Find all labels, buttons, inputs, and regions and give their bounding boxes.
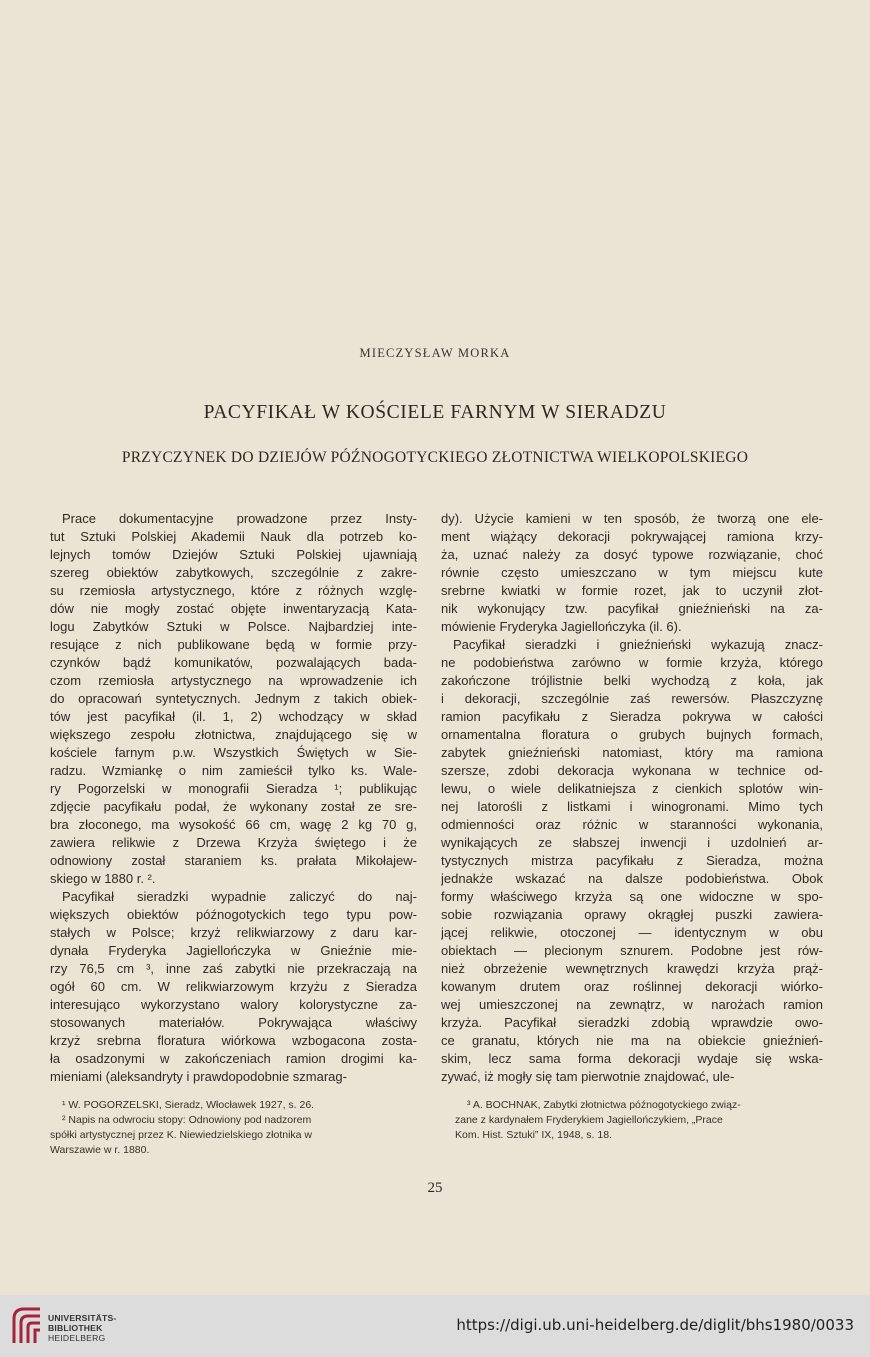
text-line: Pacyfikał sieradzki i gnieźnieński wykazują znacz-: [453, 637, 823, 652]
text-line: formy właściwego krzyża są one widoczne w spo-: [441, 889, 823, 904]
text-line: ogół 60 cm. W relikwiarzowym krzyżu z Sieradza: [50, 979, 417, 994]
text-line: krzyż srebrna floratura wiórkowa wzbogacona zosta-: [50, 1033, 417, 1048]
text-line: lejnych tomów Dziejów Sztuki Polskiej ujawniają: [50, 547, 417, 562]
text-line: ła osadzonymi w zakończeniach ramion drogimi ka-: [50, 1051, 417, 1066]
text-line: jednakże wskazać na dalsze podobieństwa. Obok: [441, 871, 823, 886]
text-line: dynała Fryderyka Jagiellończyka w Gnieźnie mie-: [50, 943, 417, 958]
text-line: większego zespołu złotnictwa, znajdującego się w: [50, 727, 417, 742]
text-line: lewu, o wiele delikatniejsza z cienkich splotów win-: [441, 781, 823, 796]
text-line: krzyża. Pacyfikał sieradzki zdobią wprawdzie owo-: [441, 1015, 823, 1030]
text-line: większych obiektów późnogotyckich tego typu pow-: [50, 907, 417, 922]
text-line: mówienie Fryderyka Jagiellończyka (il. 6).: [441, 619, 682, 634]
text-line: i dekoracji, szczególnie zaś rewersów. Płaszczyznę: [441, 691, 823, 706]
footnote-line: ² Napis na odwrociu stopy: Odnowiony pod nadzorem: [62, 1114, 312, 1126]
text-line: równie często umieszczano w tym miejscu kute: [441, 565, 823, 580]
permalink-url[interactable]: https://digi.ub.uni-heidelberg.de/diglit/bhs1980/0033: [456, 1316, 854, 1334]
article-subtitle: PRZYCZYNEK DO DZIEJÓW PÓŹNOGOTYCKIEGO ZŁOTNICTWA WIELKOPOLSKIEGO: [121, 449, 749, 466]
logo-line-2: BIBLIOTHEK: [48, 1323, 103, 1333]
footnote-line: zane z kardynałem Fryderykiem Jagiellończykiem, „Prace: [455, 1114, 723, 1126]
text-line: zabytek gnieźnieński natomiast, który ma ramiona: [441, 745, 823, 760]
text-line: czynków bądź komunikatów, pozwalających bada-: [50, 655, 417, 670]
text-line: stosowanych materiałów. Pokrywająca właściwy: [50, 1015, 417, 1030]
text-line: zawiera relikwie z Drzewa Krzyża świętego i że: [50, 835, 417, 850]
footnote-line: spółki artystycznej przez K. Niewiedzielskiego złotnika w: [50, 1129, 313, 1141]
text-line: do opracowań syntetycznych. Jednym z takich obiek-: [50, 691, 417, 706]
text-line: su rzemiosła artystycznego, które z różnych wzglę-: [50, 583, 417, 598]
text-line: zakończone trójlistnie belki wychodzą z koła, jak: [441, 673, 823, 688]
footnote-line: Kom. Hist. Sztuki” IX, 1948, s. 18.: [455, 1129, 612, 1141]
text-line: ry Pogorzelski w monografii Sieradza ¹; publikując: [50, 781, 417, 796]
text-line: zdjęcie pacyfikału podał, że wykonany został ze sre-: [50, 799, 417, 814]
left-column: [50, 510, 417, 1086]
text-line: nik wykonujący tzw. pacyfikał gnieźnieński na za-: [441, 601, 823, 616]
text-line: wynikających ze słabszej inwencji i uzdolnień ar-: [441, 835, 823, 850]
library-logo-text: [48, 1313, 117, 1343]
footnote-line: ³ A. BOCHNAK, Zabytki złotnictwa późnogotyckiego związ-: [467, 1099, 741, 1111]
logo-line-1: UNIVERSITÄTS-: [48, 1313, 117, 1323]
page-number: 25: [427, 1180, 443, 1196]
text-line: obiektach — plecionym sznurem. Podobne jest rów-: [441, 943, 823, 958]
text-line: resujące z nich publikowane będą w formie przy-: [50, 637, 417, 652]
text-line: nież obrzeżenie wewnętrznych krawędzi krzyża prąż-: [441, 961, 823, 976]
text-line: Pacyfikał sieradzki wypadnie zaliczyć do naj-: [62, 889, 417, 904]
text-line: dów nie mogły zostać objęte inwentaryzacją Kata-: [50, 601, 417, 616]
text-line: Prace dokumentacyjne prowadzone przez Insty-: [62, 511, 417, 526]
article-title: PACYFIKAŁ W KOŚCIELE FARNYM W SIERADZU: [203, 402, 667, 423]
text-line: dy). Użycie kamieni w ten sposób, że tworzą one ele-: [441, 511, 823, 526]
text-line: wej umieszczonej na zewnątrz, w narożach ramion: [441, 997, 823, 1012]
text-line: czom rzemiosła artystycznego na wprowadzenie ich: [50, 673, 417, 688]
text-line: ramion pacyfikału z Sieradza pokrywa w całości: [441, 709, 823, 724]
text-line: stałych w Polsce; krzyż relikwiarzowy z daru kar-: [50, 925, 417, 940]
text-line: kowanym drutem oraz roślinnej dekoracji wiórko-: [441, 979, 823, 994]
text-line: kościele farnym p.w. Wszystkich Świętych w Sie-: [50, 745, 417, 760]
text-line: ne podobieństwa zarówno w formie krzyża, którego: [441, 655, 823, 670]
footnotes-left: [50, 1098, 420, 1158]
text-line: mieniami (aleksandryty i prawdopodobnie szmarag-: [50, 1069, 347, 1084]
text-line: tut Sztuki Polskiej Akademii Nauk dla potrzeb ko-: [50, 529, 417, 544]
text-line: szereg obiektów zabytkowych, szczególnie z zakre-: [50, 565, 417, 580]
text-line: ża, uznać należy za dosyć typowe rozwiązanie, choć: [441, 547, 823, 562]
footnote-line: Warszawie w r. 1880.: [50, 1144, 150, 1156]
text-line: jącej relikwie, otoczonej — identycznym w obu: [441, 925, 823, 940]
library-logo[interactable]: [10, 1303, 117, 1349]
text-line: zywać, iż mogły się tam pierwotnie znajdować, ule-: [441, 1069, 735, 1084]
text-line: ce granatu, których nie ma na obiekcie gnieźnień-: [441, 1033, 823, 1048]
footnotes-right: [455, 1098, 827, 1143]
text-line: logu Zabytków Sztuki w Polsce. Najbardziej inte-: [50, 619, 417, 634]
text-line: nej latorośli z listkami i winogronami. Mimo tych: [441, 799, 823, 814]
text-line: radzu. Wzmiankę o nim zamieścił tylko ks. Wale-: [50, 763, 417, 778]
text-line: srebrne kwiatki w formie rozet, jak to uczynił złot-: [441, 583, 823, 598]
right-column: [441, 510, 823, 1086]
footnote-line: ¹ W. POGORZELSKI, Sieradz, Włocławek 1927, s. 26.: [62, 1099, 315, 1111]
text-line: ment wiążący dekoracji pokrywającej ramiona krzy-: [441, 529, 823, 544]
text-line: tów jest pacyfikał (il. 1, 2) wchodzący w skład: [50, 709, 417, 724]
text-line: szersze, zdobi dekoracja wykonana w technice od-: [441, 763, 823, 778]
text-line: ornamentalna floratura o grubych bujnych formach,: [441, 727, 823, 742]
text-line: skim, lecz sama forma dekoracji wydaje się wska-: [441, 1051, 823, 1066]
logo-line-3: HEIDELBERG: [48, 1333, 106, 1343]
text-line: tystycznych mistrza pacyfikału z Sieradza, można: [441, 853, 823, 868]
library-logo-icon: [10, 1305, 44, 1345]
text-line: skiego w 1880 r. ².: [50, 871, 156, 886]
text-line: odmienności oraz różnic w staranności wykonania,: [441, 817, 823, 832]
viewer-footer: [0, 1295, 870, 1357]
text-line: sobie rozwiązania oprawy okrągłej puszki zawiera-: [441, 907, 823, 922]
text-line: interesująco wykorzystano walory kolorystyczne za-: [50, 997, 417, 1012]
text-line: rzy 76,5 cm ³, inne zaś zabytki nie przekraczają na: [50, 961, 417, 976]
text-line: odnowiony został staraniem ks. prałata Mikołajew-: [50, 853, 417, 868]
text-line: bra złoconego, ma wysokość 66 cm, wagę 2 kg 70 g,: [50, 817, 417, 832]
author-name: MIECZYSŁAW MORKA: [359, 346, 511, 360]
